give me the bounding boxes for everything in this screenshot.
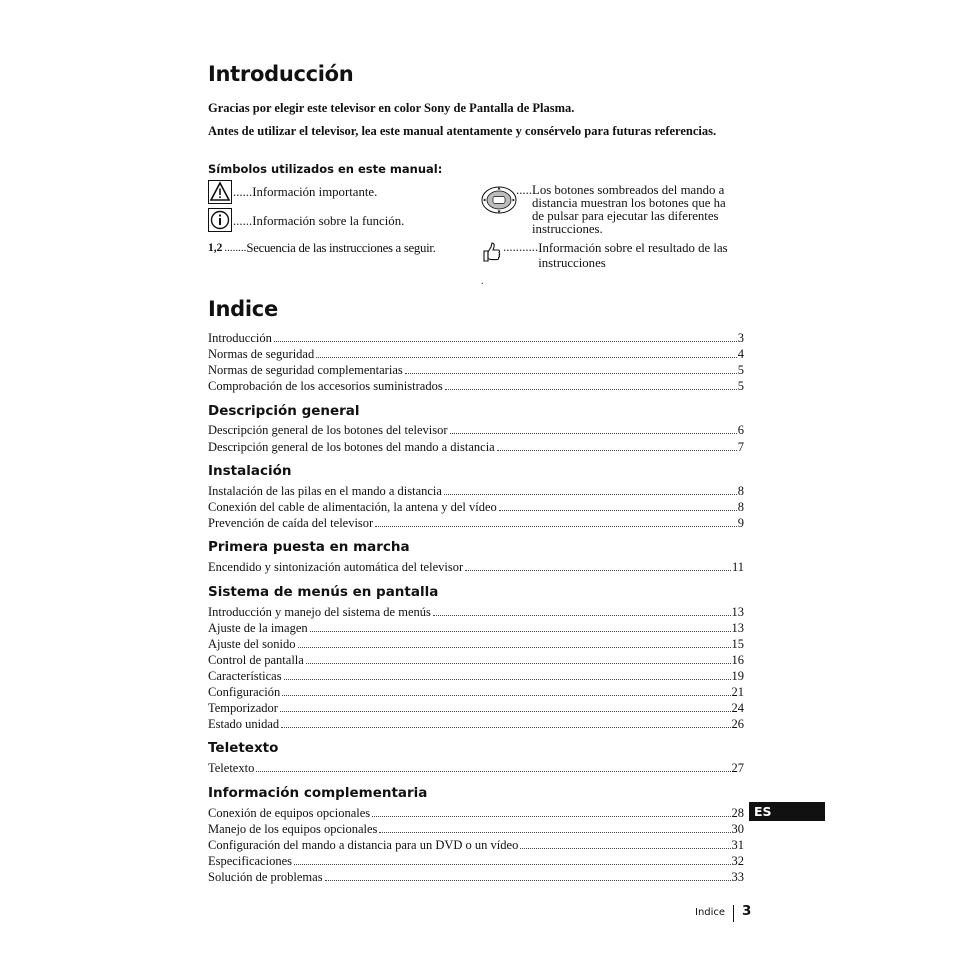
toc-entry[interactable] [208, 483, 744, 499]
info-icon [208, 208, 232, 232]
symbol-remote-buttons [480, 184, 744, 236]
thumbs-up-icon [480, 241, 502, 263]
dot-leader [497, 449, 737, 451]
toc-section-heading: Sistema de menús en pantalla [208, 584, 439, 600]
toc-entry[interactable] [208, 636, 744, 652]
symbol-text: Información sobre el resultado de las instrucciones [538, 241, 728, 270]
dot-leader [379, 831, 730, 833]
intro-thanks: Gracias por elegir este televisor en color Sony de Pantalla de Plasma. [208, 101, 575, 115]
symbol-sequence [208, 242, 436, 255]
toc-entry-page: 21 [731, 685, 744, 699]
toc-entry[interactable] [208, 652, 744, 668]
dot-leader [281, 726, 730, 728]
dot-leader [310, 630, 731, 632]
toc-entry-page: 19 [731, 669, 744, 683]
toc-entry-title: Manejo de los equipos opcionales [208, 822, 378, 836]
toc-entry-title: Estado unidad [208, 717, 280, 731]
dot-leader [444, 493, 737, 495]
toc-entry-title: Configuración [208, 685, 281, 699]
toc-entry-page: 15 [731, 637, 744, 651]
dot-leader [294, 863, 731, 865]
dot-leader [372, 815, 730, 817]
toc-entry-page: 3 [737, 331, 744, 345]
toc-entry-title: Control de pantalla [208, 653, 304, 667]
toc-entry-title: Características [208, 669, 282, 683]
symbol-dots: ...... [233, 214, 253, 228]
toc-entry[interactable] [208, 700, 744, 716]
dot-leader [433, 614, 731, 616]
toc-entry-title: Conexión de equipos opcionales [208, 806, 371, 820]
toc-entry-title: Normas de seguridad [208, 347, 315, 361]
toc-section-heading: Información complementaria [208, 785, 428, 801]
toc-entry[interactable] [208, 515, 744, 531]
symbol-dots: ...... [233, 185, 253, 199]
stray-mark: . [481, 276, 484, 287]
toc-entry[interactable] [208, 869, 744, 885]
toc-entry[interactable] [208, 362, 744, 378]
toc-entry[interactable] [208, 853, 744, 869]
toc-entry-page: 4 [737, 347, 744, 361]
toc-entry-title: Teletexto [208, 761, 255, 775]
index-title: Indice [208, 297, 278, 321]
toc-entry[interactable] [208, 439, 744, 455]
toc-entry-title: Introducción y manejo del sistema de menús [208, 605, 431, 619]
symbol-important [208, 180, 377, 204]
sequence-label: 1,2 [208, 242, 223, 254]
toc-entry[interactable] [208, 821, 744, 837]
toc-entry[interactable] [208, 668, 744, 684]
symbol-text: Información sobre la función. [252, 214, 405, 228]
symbol-dots: ........ [224, 242, 247, 254]
toc-entry-page: 24 [731, 701, 744, 715]
dot-leader [316, 356, 737, 358]
toc-entry-page: 6 [737, 423, 744, 437]
toc-entry[interactable] [208, 499, 744, 515]
dot-leader [298, 646, 731, 648]
toc-entry-page: 9 [737, 516, 744, 530]
symbol-text: Información importante. [252, 185, 378, 199]
toc-entry-page: 33 [731, 870, 744, 884]
symbol-text: Secuencia de las instrucciones a seguir. [246, 241, 436, 255]
toc-entry-title: Solución de problemas [208, 870, 323, 884]
dot-leader [445, 388, 737, 390]
dot-leader [284, 678, 731, 680]
toc-entry-page: 13 [731, 605, 744, 619]
toc-entry[interactable] [208, 620, 744, 636]
dot-leader [375, 525, 737, 527]
toc-section-heading: Primera puesta en marcha [208, 539, 410, 555]
toc-entry-page: 30 [731, 822, 744, 836]
toc-section-heading: Teletexto [208, 740, 279, 756]
toc-entry[interactable] [208, 422, 744, 438]
toc-section-heading: Instalación [208, 463, 292, 479]
toc-entry-page: 5 [737, 363, 744, 377]
toc-entry-page: 31 [731, 838, 744, 852]
toc-entry[interactable] [208, 684, 744, 700]
toc-entry[interactable] [208, 604, 744, 620]
dot-leader [405, 372, 737, 374]
toc-entry-title: Descripción general de los botones del televisor [208, 423, 448, 437]
dot-leader [306, 662, 731, 664]
toc-entry-page: 27 [731, 761, 744, 775]
toc-entry-title: Encendido y sintonización automática del televisor [208, 560, 464, 574]
dot-leader [499, 509, 737, 511]
toc-entry-title: Instalación de las pilas en el mando a distancia [208, 484, 442, 498]
toc-entry[interactable] [208, 760, 744, 776]
intro-title: Introducción [208, 62, 354, 86]
warning-triangle-icon [208, 180, 232, 204]
toc-entry-title: Temporizador [208, 701, 278, 715]
toc-entry[interactable] [208, 378, 744, 394]
toc-entry-title: Comprobación de los accesorios suministrados [208, 379, 443, 393]
symbol-dots: ........... [503, 240, 539, 254]
toc-entry-page: 5 [737, 379, 744, 393]
toc-entry-title: Especificaciones [208, 854, 292, 868]
toc-entry-page: 8 [737, 500, 744, 514]
toc-entry-page: 32 [731, 854, 744, 868]
dot-leader [280, 710, 731, 712]
toc-entry[interactable] [208, 559, 744, 575]
dot-leader [256, 770, 730, 772]
toc-entry-title: Prevención de caída del televisor [208, 516, 374, 530]
toc-entry-page: 13 [731, 621, 744, 635]
toc-entry-page: 11 [731, 560, 744, 574]
footer-divider [733, 905, 734, 922]
toc-entry[interactable] [208, 805, 744, 821]
toc-entry[interactable] [208, 330, 744, 346]
toc-entry-title: Conexión del cable de alimentación, la antena y del vídeo [208, 500, 497, 514]
symbol-dots: ..... [516, 183, 532, 197]
language-tab: ES [749, 802, 825, 821]
dot-leader [325, 879, 731, 881]
toc-entry[interactable] [208, 716, 744, 732]
dot-leader [450, 432, 737, 434]
toc-entry-title: Configuración del mando a distancia para un DVD o un vídeo [208, 838, 519, 852]
toc-entry-title: Ajuste de la imagen [208, 621, 308, 635]
symbol-text: Los botones sombreados del mando a distancia muestran los botones que ha de pulsar para ejecutar las diferentes instrucciones. [532, 183, 726, 236]
toc-entry-title: Ajuste del sonido [208, 637, 296, 651]
toc-entry-page: 26 [731, 717, 744, 731]
symbols-heading: Símbolos utilizados en este manual: [208, 162, 443, 176]
toc-entry[interactable] [208, 837, 744, 853]
toc-entry-page: 28 [731, 806, 744, 820]
dot-leader [465, 569, 731, 571]
toc-entry-title: Introducción [208, 331, 272, 345]
toc-section-heading: Descripción general [208, 403, 360, 419]
toc-entry-page: 16 [731, 653, 744, 667]
toc-entry-title: Normas de seguridad complementarias [208, 363, 403, 377]
intro-read-manual: Antes de utilizar el televisor, lea este manual atentamente y consérvelo para futuras referencias. [208, 124, 717, 138]
symbol-result-info [480, 241, 744, 271]
toc-entry[interactable] [208, 346, 744, 362]
symbol-function-info [208, 208, 404, 232]
dot-leader [520, 847, 730, 849]
dot-leader [274, 340, 737, 342]
footer-section-name: Indice [695, 907, 726, 918]
toc-entry-title: Descripción general de los botones del mando a distancia [208, 440, 495, 454]
toc-entry-page: 7 [737, 440, 744, 454]
toc-entry-page: 8 [737, 484, 744, 498]
page-number: 3 [742, 903, 752, 919]
remote-joystick-icon [480, 184, 518, 216]
dot-leader [282, 694, 730, 696]
